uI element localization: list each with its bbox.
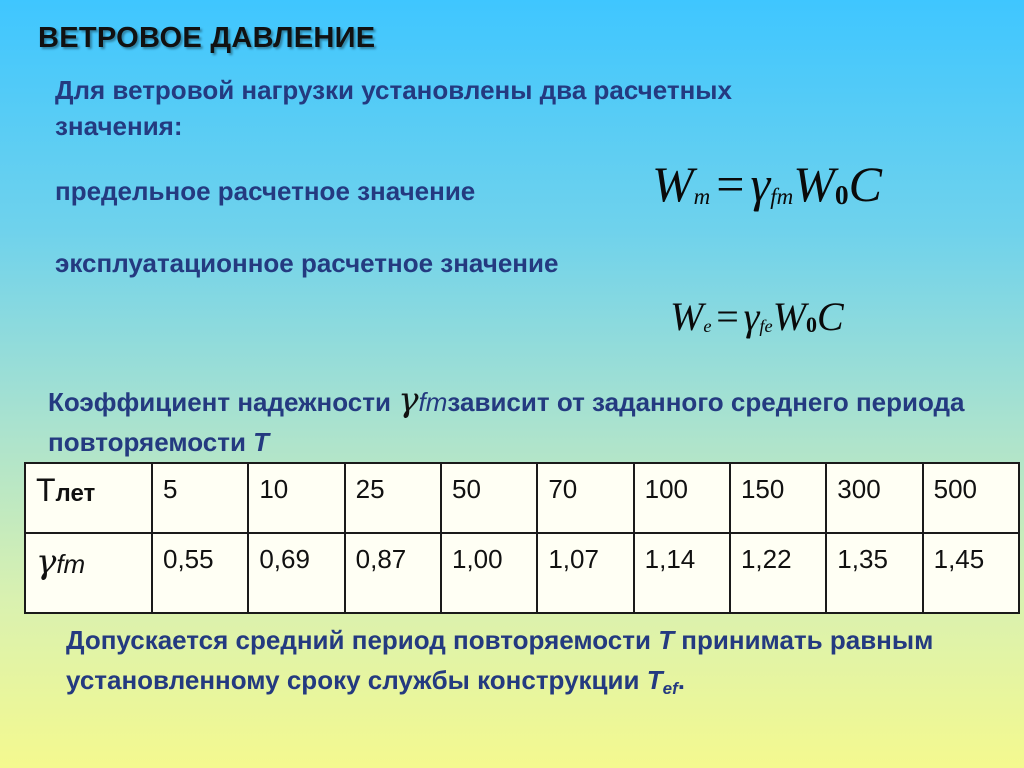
gamma-subscript: fe (759, 316, 773, 337)
table-cell: 25 (345, 463, 441, 533)
table-cell: 1,45 (923, 533, 1019, 613)
gamma-symbol: γ (36, 542, 57, 582)
table-cell: 70 (537, 463, 633, 533)
period-symbol: T (36, 472, 56, 508)
table-cell: 300 (826, 463, 922, 533)
gamma-symbol: γ (398, 380, 419, 420)
intro-text: Для ветровой нагрузки установлены два расчетных значения: (55, 75, 732, 141)
table-cell: 1,14 (634, 533, 730, 613)
formula-w: W (670, 294, 704, 339)
period-symbol: T (253, 427, 270, 457)
formula-zero-subscript: 0 (806, 312, 818, 338)
row-header-years (25, 463, 152, 533)
coef-text-before: Коэффициент надежности (48, 387, 399, 417)
service-life-symbol: T (646, 665, 663, 695)
note-text (66, 620, 966, 709)
operational-value-label: эксплуатационное расчетное значение (55, 248, 559, 278)
note-end: . (677, 665, 685, 695)
table-cell: 0,55 (152, 533, 248, 613)
formula-w0: W (772, 294, 807, 339)
coefficient-table-wrapper (24, 462, 1020, 614)
gamma-symbol: γ (750, 156, 771, 212)
gamma-symbol: γ (743, 294, 760, 339)
gamma-subscript: fm (418, 387, 448, 417)
service-life-subscript: ef (662, 679, 678, 698)
note-part-1: Допускается средний период повторяемости (66, 625, 659, 655)
table-row-years (25, 463, 1019, 533)
table-cell: 50 (441, 463, 537, 533)
note-part-2: принимать равным установленному сроку службы конструкции (66, 625, 934, 695)
formula-zero-subscript: 0 (834, 178, 849, 210)
table-cell: 100 (634, 463, 730, 533)
limit-value-label: предельное расчетное значение (55, 176, 476, 206)
period-symbol: T (658, 625, 675, 655)
table-cell: 1,07 (537, 533, 633, 613)
formula-limit (652, 155, 882, 213)
coefficient-table (24, 462, 1020, 614)
table-cell: 10 (248, 463, 344, 533)
formula-c: C (848, 156, 882, 212)
gamma-subscript: fm (770, 183, 794, 209)
formula-operational (670, 293, 844, 340)
formula-w0: W (793, 156, 835, 212)
table-cell: 1,22 (730, 533, 826, 613)
formula-equals: = (716, 294, 739, 339)
table-cell: 0,69 (248, 533, 344, 613)
gamma-subscript: fm (56, 549, 86, 579)
table-cell: 1,00 (441, 533, 537, 613)
formula-w-subscript: e (703, 316, 712, 337)
reliability-coefficient-text (48, 380, 988, 462)
formula-equals: = (716, 156, 745, 212)
coef-text-after: зависит от заданного среднего периода повторяемости (48, 387, 965, 457)
formula-w-subscript: m (693, 183, 711, 209)
table-cell: 5 (152, 463, 248, 533)
row-header-gamma (25, 533, 152, 613)
formula-c: C (817, 294, 844, 339)
formula-w: W (652, 156, 694, 212)
table-cell: 150 (730, 463, 826, 533)
table-cell: 500 (923, 463, 1019, 533)
slide-title: ВЕТРОВОЕ ДАВЛЕНИЕ (38, 22, 376, 54)
table-cell: 1,35 (826, 533, 922, 613)
years-unit: лет (55, 480, 96, 507)
table-row-coefficients (25, 533, 1019, 613)
table-cell: 0,87 (345, 533, 441, 613)
